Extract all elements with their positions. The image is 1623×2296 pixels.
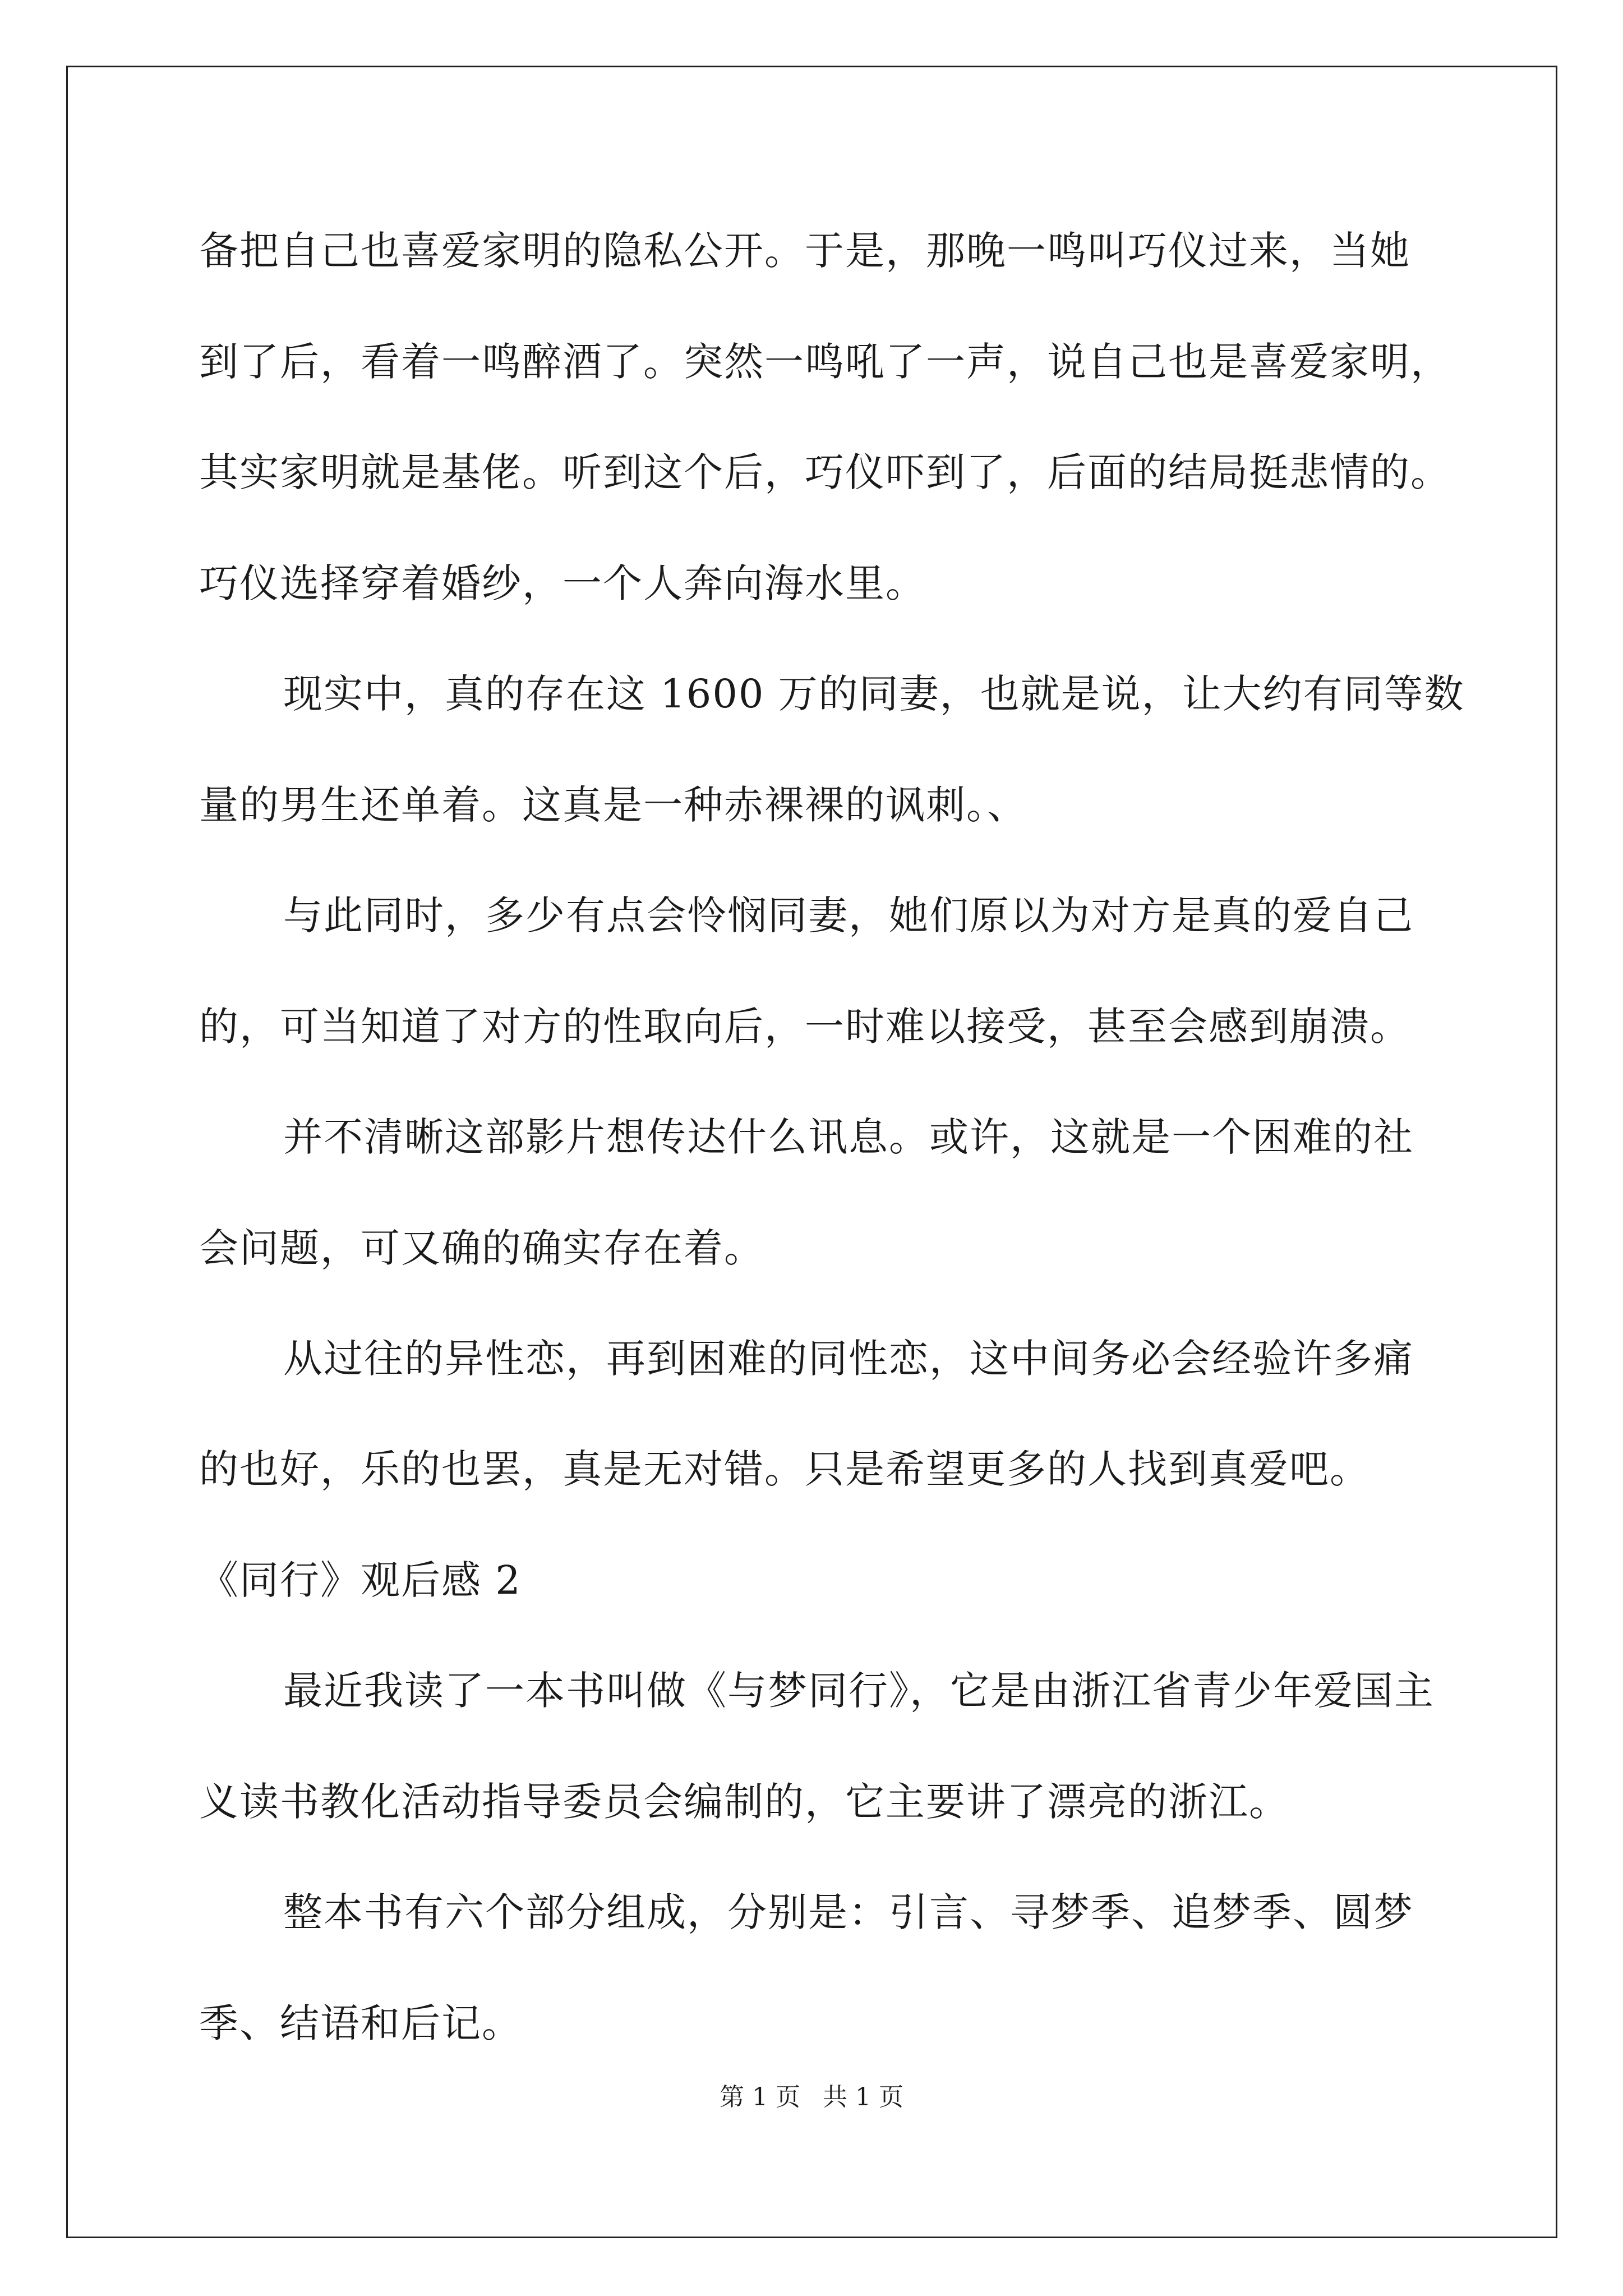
text-line: 季、结语和后记。 <box>199 2000 522 2046</box>
page-footer <box>0 2082 1623 2113</box>
paragraph-first-line: 与此同时，多少有点会怜悯同妻，她们原以为对方是真的爱自己 <box>283 892 1414 938</box>
paragraph-first-line: 从过往的异性恋，再到困难的同性恋，这中间务必会经验许多痛 <box>283 1336 1414 1382</box>
paragraph-first-line: 最近我读了一本书叫做《与梦同行》，它是由浙江省青少年爱国主 <box>283 1668 1435 1714</box>
paragraph-first-line: 现实中，真的存在这 1600 万的同妻，也就是说，让大约有同等数 <box>283 671 1465 717</box>
text-line: 到了后，看着一鸣醉酒了。突然一鸣吼了一声，说自己也是喜爱家明， <box>199 339 1451 385</box>
text-line: 备把自己也喜爱家明的隐私公开。于是，那晚一鸣叫巧仪过来，当她 <box>199 228 1410 274</box>
page-total: 共 1 页 <box>823 2083 903 2111</box>
paragraph-first-line: 整本书有六个部分组成，分别是：引言、寻梦季、追梦季、圆梦 <box>283 1889 1414 1935</box>
text-line: 巧仪选择穿着婚纱，一个人奔向海水里。 <box>199 560 926 606</box>
text-line: 义读书教化活动指导委员会编制的，它主要讲了漂亮的浙江。 <box>199 1779 1289 1825</box>
text-line: 的，可当知道了对方的性取向后，一时难以接受，甚至会感到崩溃。 <box>199 1004 1410 1050</box>
text-line: 的也好，乐的也罢，真是无对错。只是希望更多的人找到真爱吧。 <box>199 1446 1370 1492</box>
paragraph-first-line: 并不清晰这部影片想传达什么讯息。或许，这就是一个困难的社 <box>283 1114 1414 1160</box>
text-line: 会问题，可又确的确实存在着。 <box>199 1225 764 1271</box>
page-number: 第 1 页 <box>720 2083 800 2111</box>
text-line: 量的男生还单着。这真是一种赤裸裸的讽刺。、 <box>199 782 1027 828</box>
section-heading: 《同行》观后感 2 <box>199 1557 522 1603</box>
text-line: 其实家明就是基佬。听到这个后，巧仪吓到了，后面的结局挺悲情的。 <box>199 449 1451 495</box>
